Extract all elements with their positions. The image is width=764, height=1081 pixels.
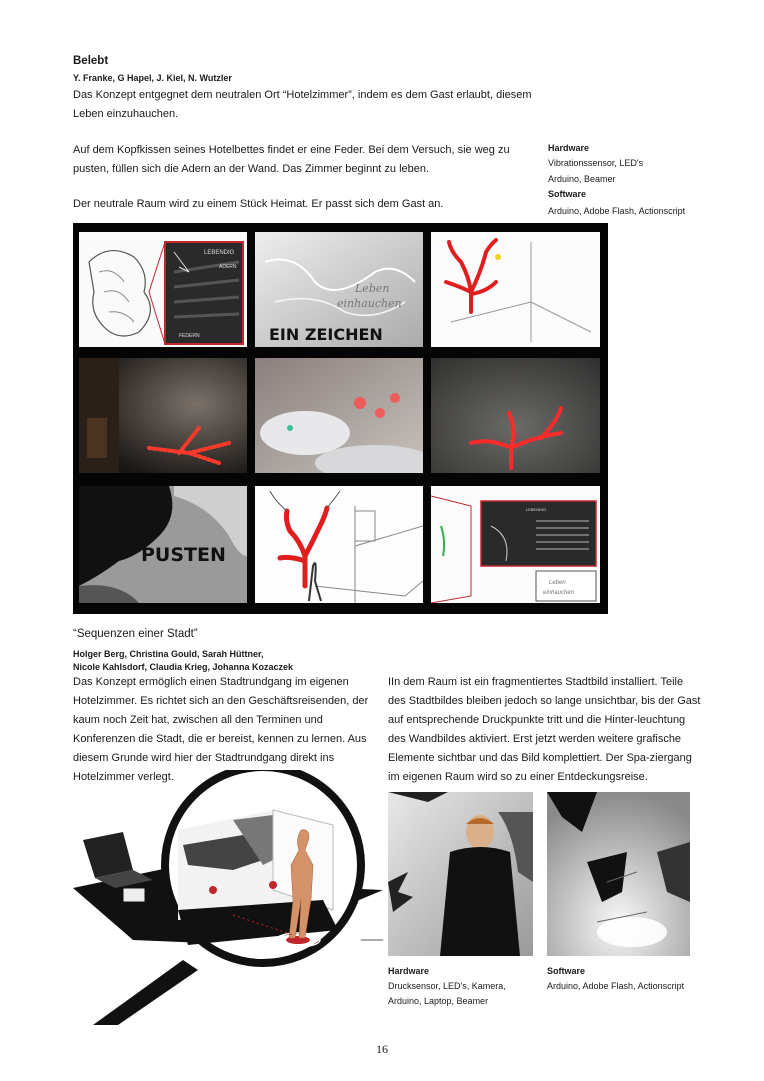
panel2-word-2: einhauchen [337,297,402,310]
section1-paragraph-1: Das Konzept entgegnet dem neutralen Ort “Hotelzimmer”, indem es dem Gast erlaubt, diesem Leben einzuhauchen. [73,89,532,120]
red-tree-sketch-image [431,232,600,347]
section2-software-list: Arduino, Adobe Flash, Actionscript [547,981,685,991]
page-number: 16 [376,1042,388,1056]
led-tree-wall-image [431,358,600,473]
section2-paragraph-left: Das Konzept ermöglich einen Stadtrundgang im eigenen Hotelzimmer. Es richtet sich an den Geschäftsreisenden, der kaum noch Zeit hat, zwischen all den Terminen und Konferenzen die Stadt, die er bereist, kennen zu lernen. Aus diesem Grunde wird hier der Stadtrundgang direkt ins Hotelzimmer verlegt. [73,676,369,783]
photo-man-in-room [388,792,533,956]
panel1-word-1: LEBENDIG [204,250,235,256]
section1-software-label: Software [548,189,587,199]
section2-authors-line-2: Nicole Kahlsdorf, Claudia Krieg, Johanna Kozaczek [73,662,294,672]
section1-title: Belebt [73,55,109,67]
panel2-word-1: Leben [355,282,390,295]
panel9-word-2: einhauchen [543,590,575,596]
projection-screen-image [431,486,600,603]
storyboard-panel-6 [431,358,600,473]
storyboard-panel-1 [79,232,247,347]
pillow-led-image [255,358,423,473]
section1-authors: Y. Franke, G Hapel, J. Kiel, N. Wutzler [73,73,232,83]
panel7-caption: PUSTEN [141,544,226,566]
magnifier-illustration [73,770,383,1025]
storyboard-panel-4 [79,358,247,473]
section2-software-label: Software [547,966,586,976]
sketch-hand-image [79,232,247,347]
storyboard-grid [73,223,608,614]
pusten-silhouette-image [79,486,247,603]
storyboard-panel-7 [79,486,247,603]
storyboard-panel-8 [255,486,423,603]
panel1-word-3: FEDERN [179,333,200,339]
storyboard-panel-5 [255,358,423,473]
section1-paragraph-3: Der neutrale Raum wird zu einem Stück Heimat. Er passt sich dem Gast an. [73,198,444,210]
section2-title: “Sequenzen einer Stadt” [73,628,198,640]
section2-hardware-label: Hardware [388,966,430,976]
panel2-caption: EIN ZEICHEN [269,325,383,344]
section2-paragraph-right: IIn dem Raum ist ein fragmentiertes Stadtbild installiert. Teile des Stadtbildes bleiben jedoch so lange unsichtbar, bis der Gast auf entsprechende Druckpunkte tritt und die Hinter-leuchtung des Wandbildes aktiviert. Erst jetzt werden weitere grafische Elemente sichtbar und das Bild komplettiert. Der Spa-ziergang im eigenen Raum wird so zu einer Entdeckungsreise. [388,676,701,783]
bedroom-sketch-image [255,486,423,603]
section1-software-list: Arduino, Adobe Flash, Actionscript [548,206,686,216]
panel9-word-1: Leben [549,580,566,586]
man-in-room-image [388,792,533,956]
section2-authors-line-1: Holger Berg, Christina Gould, Sarah Hüttner, [73,649,264,659]
storyboard-panel-3 [431,232,600,347]
lit-wall-image [547,792,690,956]
section2-hardware-list: Drucksensor, LED's, Kamera, Arduino, Laptop, Beamer [388,981,506,1006]
section1-hardware-list: Vibrationssensor, LED's Arduino, Beamer [548,158,644,184]
feather-texture-image [255,232,423,347]
panel9-caption: LEBENDIG [526,507,547,512]
section1-paragraph-2: Auf dem Kopfkissen seines Hotelbettes findet er eine Feder. Bei dem Versuch, sie weg zu pusten, füllen sich die Adern an der Wand. Das Zimmer beginnt zu leben. [73,144,510,175]
photo-lit-wall [547,792,690,956]
section1-hardware-label: Hardware [548,143,590,153]
panel1-word-2: ADERN [219,264,237,270]
storyboard-panel-2 [255,232,423,347]
storyboard-panel-9 [431,486,600,603]
led-wall-dark-image [79,358,247,473]
magnifier-room-image [73,770,383,1025]
